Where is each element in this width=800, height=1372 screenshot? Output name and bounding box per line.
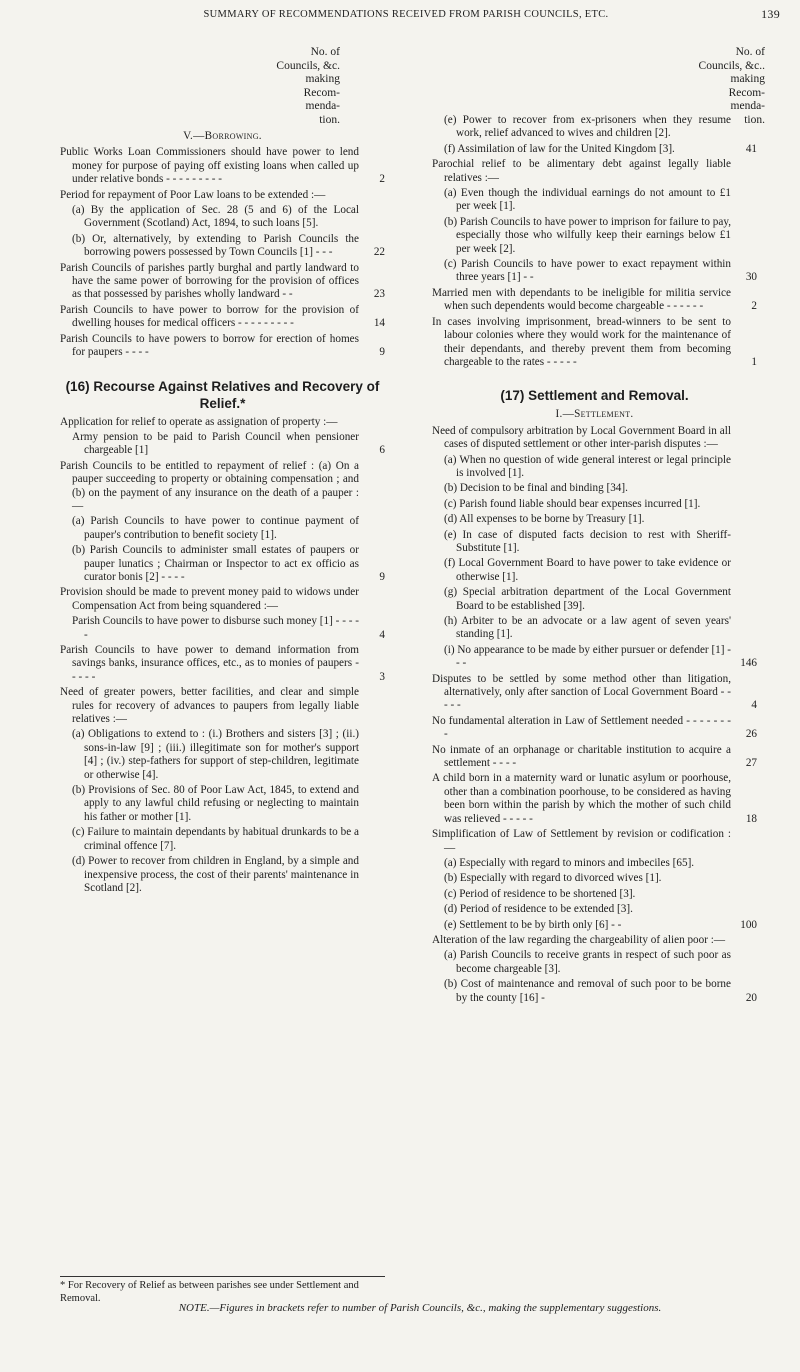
borrowing-title: V.—Borrowing. — [183, 130, 262, 142]
entry-text: (e) Power to recover from ex-prisoners when they resume work, relief advanced to wives and children [2]. — [444, 114, 731, 140]
entry-text: (g) Special arbitration department of the Local Government Board to be established [39]. — [444, 586, 731, 612]
list-item — [432, 513, 757, 526]
column-header-line: No. of — [735, 46, 765, 58]
list-item — [60, 615, 385, 642]
list-item — [60, 204, 385, 231]
list-item — [60, 686, 385, 726]
entry-text: (a) By the application of Sec. 28 (5 and 6) of the Local Government (Scotland) Act, 1894, to such loans [5]. — [72, 204, 359, 230]
entry-count: 27 — [745, 757, 757, 770]
list-item — [432, 934, 757, 947]
list-item — [60, 586, 385, 613]
entry-text: In cases involving imprisonment, bread-winners to be sent to labour colonies where they would work for the maintenance of their dependants, and thereby prevent them from becoming chargeable to the rates - - - - - — [432, 315, 731, 368]
list-item — [432, 287, 757, 314]
list-item — [432, 903, 757, 916]
entry-count: 30 — [745, 271, 757, 284]
list-item — [60, 304, 385, 331]
list-item — [432, 454, 757, 481]
list-item — [432, 529, 757, 556]
settlement-title: I.—Settlement. — [555, 408, 634, 421]
entry-text: Application for relief to operate as assignation of property :— — [60, 415, 338, 428]
column-header-line: Recom- — [728, 86, 765, 99]
list-item — [432, 482, 757, 495]
bottom-note: NOTE.—Figures in brackets refer to number of Parish Councils, &c., making the supplementary suggestions. — [178, 1302, 662, 1314]
entry-text: Parish Councils to have power to disburse such money [1] - - - - - — [72, 615, 359, 641]
entry-text: (e) Settlement to be by birth only [6] - - — [444, 918, 622, 931]
entry-text: (b) Parish Councils to have power to imprison for failure to pay, especially those who wilfully keep their earnings below £1 per week [2]. — [444, 215, 731, 255]
page-number: 139 — [761, 7, 780, 21]
entry-count: 18 — [745, 812, 757, 825]
list-item — [432, 143, 757, 156]
entry-text: No fundamental alteration in Law of Settlement needed - - - - - - - - — [432, 714, 731, 741]
entry-text: Parish Councils to be entitled to repayment of relief : (a) On a pauper succeeding to property or obtaining compensation ; and (b) on the payment of any insurance on the death of a pauper :— — [60, 459, 359, 512]
entry-text: (a) Obligations to extend to : (i.) Brothers and sisters [3] ; (ii.) sons-in-law [9] ; (iii.) illegitimate son for mother's support [4] ; (iv.) step-fathers for support of step-children, legitimate or otherwise [4]. — [72, 728, 359, 781]
list-item — [432, 949, 757, 976]
list-item — [60, 416, 385, 429]
column-header-line: Councils, &c. — [276, 59, 340, 72]
list-item — [432, 857, 757, 870]
entry-text: (d) Period of residence to be extended [3]. — [444, 903, 633, 916]
list-item — [60, 515, 385, 542]
list-item — [432, 586, 757, 613]
list-item — [60, 728, 385, 782]
list-item — [60, 460, 385, 514]
entry-count: 41 — [745, 142, 757, 155]
list-item — [60, 262, 385, 302]
list-item — [432, 673, 757, 713]
list-item — [432, 216, 757, 256]
entry-text: (b) Or, alternatively, by extending to Parish Councils the borrowing powers possessed by Town Councils [1] - - - — [72, 232, 359, 259]
entry-text: (b) Provisions of Sec. 80 of Poor Law Act, 1845, to extend and apply to any lawful child refusing or neglecting to maintain his father or mother [1]. — [72, 784, 359, 823]
entry-count: 23 — [373, 288, 385, 301]
entry-text: (b) Decision to be final and binding [34]. — [444, 482, 628, 495]
entry-text: Disputes to be settled by some method other than litigation, alternatively, only after sanction of Local Government Board - - - - - — [432, 672, 731, 712]
entry-text: (a) Especially with regard to minors and imbeciles [65]. — [444, 856, 695, 869]
entry-text: (c) Failure to maintain dependants by habitual drunkards to be a criminal offence [7]. — [72, 826, 359, 852]
list-item — [432, 828, 757, 855]
column-header-line: tion. — [319, 113, 340, 126]
list-item — [60, 784, 385, 824]
list-item — [432, 114, 757, 141]
entry-count: 9 — [379, 346, 385, 359]
settlement-list — [432, 425, 757, 1005]
list-item — [60, 826, 385, 853]
entry-text: (c) Period of residence to be shortened [3]. — [444, 887, 636, 900]
column-header-line: tion. — [744, 113, 765, 126]
entry-text: Parish Councils of parishes partly burghal and partly landward to have the same power of borrowing for the provision of offices as that possessed by parishes wholly landward - - — [60, 261, 359, 301]
borrowing-list — [60, 146, 385, 359]
entry-count: 3 — [379, 670, 385, 683]
entry-text: Public Works Loan Commissioners should have power to lend money for purpose of paying off existing loans when called up under relative bonds - - - - - - - - - — [60, 146, 359, 186]
entry-count: 100 — [740, 918, 757, 931]
list-item — [432, 615, 757, 642]
recourse-list — [60, 416, 385, 896]
entry-text: Period for repayment of Poor Law loans to be extended :— — [60, 188, 326, 201]
list-item — [60, 233, 385, 260]
list-item — [60, 431, 385, 458]
entry-text: No inmate of an orphanage or charitable institution to acquire a settlement - - - - — [432, 743, 731, 770]
list-item — [432, 872, 757, 885]
running-head-title: SUMMARY OF RECOMMENDATIONS RECEIVED FROM PARISH COUNCILS, ETC. — [203, 9, 609, 20]
list-item — [432, 258, 757, 285]
entry-text: (f) Assimilation of law for the United Kingdom [3]. — [444, 142, 675, 155]
list-item — [432, 498, 757, 511]
entry-text: Parish Councils to have power to demand information from savings banks, insurance offices, etc., as to monies of paupers - - - - - — [60, 644, 359, 683]
entry-text: Army pension to be paid to Parish Council when pensioner chargeable [1] — [72, 430, 359, 457]
entry-count: 14 — [373, 317, 385, 330]
list-item — [432, 978, 757, 1005]
entry-text: Simplification of Law of Settlement by revision or codification :— — [432, 828, 731, 854]
entry-text: (h) Arbiter to be an advocate or a law agent of seven years' standing [1]. — [444, 615, 731, 641]
heading-16: (16) Recourse Against Relatives and Recovery of Relief.* — [65, 378, 380, 411]
column-header-line: Councils, &c.. — [698, 59, 765, 72]
entry-text: (c) Parish Councils to have power to exact repayment within three years [1] - - — [444, 258, 731, 284]
entry-text: (b) Parish Councils to administer small estates of paupers or pauper lunatics ; Chairman or Inspector to act ex officio as curator bonis [2] - - - - — [72, 544, 359, 583]
list-item — [432, 744, 757, 771]
entry-text: Parochial relief to be alimentary debt against legally liable relatives :— — [432, 158, 731, 184]
entry-count: 6 — [379, 444, 385, 457]
list-item — [60, 644, 385, 684]
list-item — [60, 333, 385, 360]
heading-17: (17) Settlement and Removal. — [500, 388, 689, 404]
list-item — [432, 557, 757, 584]
entry-text: (d) All expenses to be borne by Treasury [1]. — [444, 513, 645, 526]
entry-count: 2 — [379, 173, 385, 186]
column-header-line: menda- — [305, 100, 340, 113]
list-item — [432, 316, 757, 370]
column-header-left — [200, 46, 340, 128]
entry-count: 2 — [751, 300, 757, 313]
entry-text: (f) Local Government Board to have power to take evidence or otherwise [1]. — [444, 557, 731, 583]
column-header-line: menda- — [730, 100, 765, 113]
entry-text: (e) In case of disputed facts decision to rest with Sheriff-Substitute [1]. — [444, 528, 731, 554]
entry-text: (c) Parish found liable should bear expenses incurred [1]. — [444, 497, 701, 510]
entry-count: 4 — [751, 699, 757, 712]
list-item — [60, 544, 385, 584]
entry-count: 146 — [740, 657, 757, 670]
list-item — [60, 855, 385, 895]
entry-text: A child born in a maternity ward or lunatic asylum or poorhouse, other than a combination poorhouse, to be considered as having been born within the parish by which the mother of such child was relieved - - - - - — [432, 772, 731, 825]
entry-count: 22 — [373, 246, 385, 259]
column-header-line: making — [305, 73, 340, 86]
entry-text: Provision should be made to prevent money paid to widows under Compensation Act from being squandered :— — [60, 586, 359, 612]
entry-count: 26 — [745, 728, 757, 741]
entry-count: 1 — [751, 355, 757, 368]
entry-text: (i) No appearance to be made by either pursuer or defender [1] - - - — [444, 643, 732, 670]
entry-text: (a) Even though the individual earnings do not amount to £1 per week [1]. — [444, 187, 731, 213]
list-item — [432, 425, 757, 452]
entry-text: (d) Power to recover from children in England, by a simple and inexpensive process, the cost of their parents' maintenance in Scotland [2]. — [72, 855, 359, 894]
right-column — [432, 114, 757, 1007]
list-item — [60, 189, 385, 202]
entry-text: Alteration of the law regarding the chargeability of alien poor :— — [432, 933, 726, 946]
list-item — [432, 715, 757, 742]
footnote: * For Recovery of Relief as between parishes see under Settlement and Removal. — [60, 1276, 385, 1305]
entry-text: (a) Parish Councils to receive grants in respect of such poor as become chargeable [3]. — [444, 949, 731, 975]
entry-count: 20 — [745, 991, 757, 1004]
entry-text: (b) Especially with regard to divorced wives [1]. — [444, 872, 662, 885]
entry-count: 9 — [379, 570, 385, 583]
column-header-line: No. of — [310, 46, 340, 58]
list-item — [432, 919, 757, 932]
entry-text: Married men with dependants to be ineligible for militia service when such dependents would become chargeable - - - - - - — [432, 286, 731, 313]
left-column — [60, 128, 385, 897]
entry-text: Need of compulsory arbitration by Local Government Board in all cases of disputed settlement or other inter-parish disputes :— — [432, 424, 731, 451]
entry-text: (b) Cost of maintenance and removal of such poor to be borne by the county [16] - — [444, 978, 731, 1004]
list-item — [432, 888, 757, 901]
entry-text: (a) Parish Councils to have power to continue payment of pauper's contribution to benefit society [1]. — [72, 515, 359, 541]
entry-text: Need of greater powers, better facilities, and clear and simple rules for recovery of advances to paupers from legally liable relatives :— — [60, 686, 359, 726]
continued-list — [432, 114, 757, 369]
list-item — [432, 187, 757, 214]
entry-text: Parish Councils to have power to borrow for the provision of dwelling houses for medical officers - - - - - - - - - — [60, 303, 359, 330]
column-header-line: Recom- — [303, 86, 340, 99]
entry-text: Parish Councils to have powers to borrow for erection of homes for paupers - - - - — [60, 332, 359, 359]
list-item — [432, 158, 757, 185]
entry-text: (a) When no question of wide general interest or legal principle is involved [1]. — [444, 453, 731, 479]
running-head — [32, 8, 780, 24]
entry-count: 4 — [379, 628, 385, 641]
list-item — [432, 644, 757, 671]
column-header-line: making — [730, 73, 765, 86]
list-item — [432, 772, 757, 826]
list-item — [60, 146, 385, 186]
